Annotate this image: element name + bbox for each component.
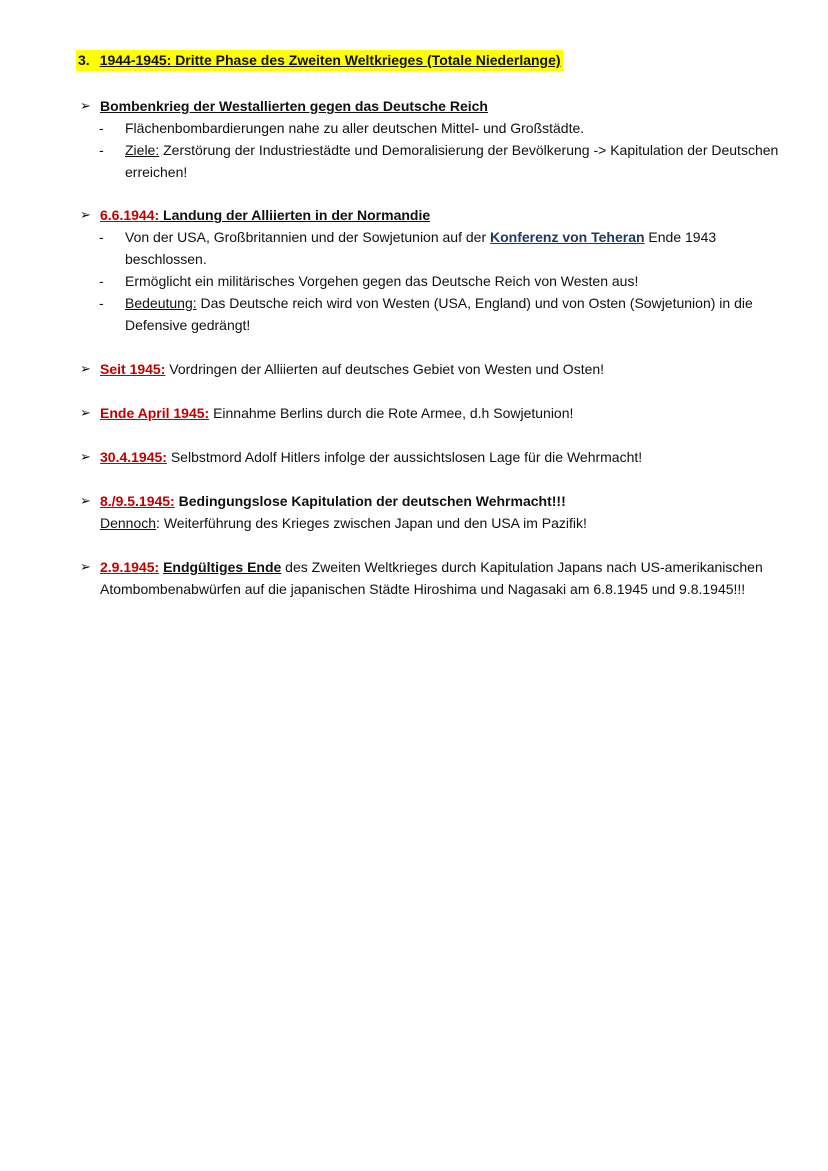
- item-label: Dennoch: [100, 515, 157, 531]
- section-title: 6.6.1944: Landung der Alliierten in der Normandie: [100, 207, 431, 223]
- arrow-bullet-icon: ➢: [80, 361, 91, 376]
- arrow-bullet-icon: ➢: [80, 98, 91, 113]
- heading-number: 3.: [78, 52, 90, 68]
- section-kapitulation: ➢ 8./9.5.1945: Bedingungslose Kapitulation der deutschen Wehrmacht!!! Dennoch: Weiterführung des Krieges zwischen Japan und den USA im Pazifik!: [80, 490, 780, 534]
- date-label: Ende April 1945:: [100, 405, 210, 421]
- arrow-bullet-icon: ➢: [80, 405, 91, 420]
- section-heading: [76, 50, 563, 71]
- date-label: 30.4.1945:: [100, 449, 167, 465]
- dash-list: [80, 117, 780, 183]
- section-ende-april-1945: ➢ Ende April 1945: Einnahme Berlins durch die Rote Armee, d.h Sowjetunion!: [80, 402, 780, 424]
- arrow-bullet-icon: ➢: [80, 449, 91, 464]
- list-item: - Bedeutung: Das Deutsche reich wird von Westen (USA, England) und von Osten (Sowjetunion) in die Defensive gedrängt!: [80, 292, 780, 336]
- list-item: - Flächenbombardierungen nahe zu aller deutschen Mittel- und Großstädte.: [80, 117, 780, 139]
- date-label: 8./9.5.1945:: [100, 493, 175, 509]
- date-label: 2.9.1945:: [100, 559, 160, 575]
- item-label: Ziele:: [125, 142, 160, 158]
- arrow-bullet-icon: ➢: [80, 493, 91, 508]
- dash-bullet-icon: -: [99, 120, 104, 136]
- dash-bullet-icon: -: [99, 295, 104, 311]
- item-label: Bedeutung:: [125, 295, 197, 311]
- date-label: 6.6.1944:: [100, 207, 160, 223]
- section-bombenkrieg: [80, 95, 780, 183]
- list-item: - Von der USA, Großbritannien und der Sowjetunion auf der Konferenz von Teheran Ende 1943 beschlossen.: [80, 226, 780, 270]
- dash-list: [80, 226, 780, 336]
- dash-bullet-icon: -: [99, 142, 104, 158]
- section-30-4-1945: ➢ 30.4.1945: Selbstmord Adolf Hitlers infolge der aussichtslosen Lage für die Wehrmacht!: [80, 446, 780, 468]
- heading-text: 1944-1945: Dritte Phase des Zweiten Weltkrieges (Totale Niederlange): [99, 52, 561, 68]
- list-item: - Ermöglicht ein militärisches Vorgehen gegen das Deutsche Reich von Westen aus!: [80, 270, 780, 292]
- section-title: Bombenkrieg der Westallierten gegen das Deutsche Reich: [100, 98, 488, 114]
- arrow-bullet-icon: ➢: [80, 559, 91, 574]
- dash-bullet-icon: -: [99, 229, 104, 245]
- arrow-bullet-icon: ➢: [80, 207, 91, 222]
- dash-bullet-icon: -: [99, 273, 104, 289]
- date-label: Seit 1945:: [100, 361, 166, 377]
- section-normandie: [80, 204, 780, 336]
- teheran-link: Konferenz von Teheran: [490, 229, 645, 245]
- list-item: - Ziele: Zerstörung der Industriestädte und Demoralisierung der Bevölkerung -> Kapitulation der Deutschen erreichen!: [80, 139, 780, 183]
- section-ende-weltkrieg: ➢ 2.9.1945: Endgültiges Ende des Zweiten Weltkrieges durch Kapitulation Japans nach US-amerikanischen Atombombenabwürfen auf die japanischen Städte Hiroshima und Nagasaki am 6.8.1945 und 9.8.1945!!!: [80, 556, 780, 600]
- section-seit-1945: ➢ Seit 1945: Vordringen der Alliierten auf deutsches Gebiet von Westen und Osten!: [80, 358, 780, 380]
